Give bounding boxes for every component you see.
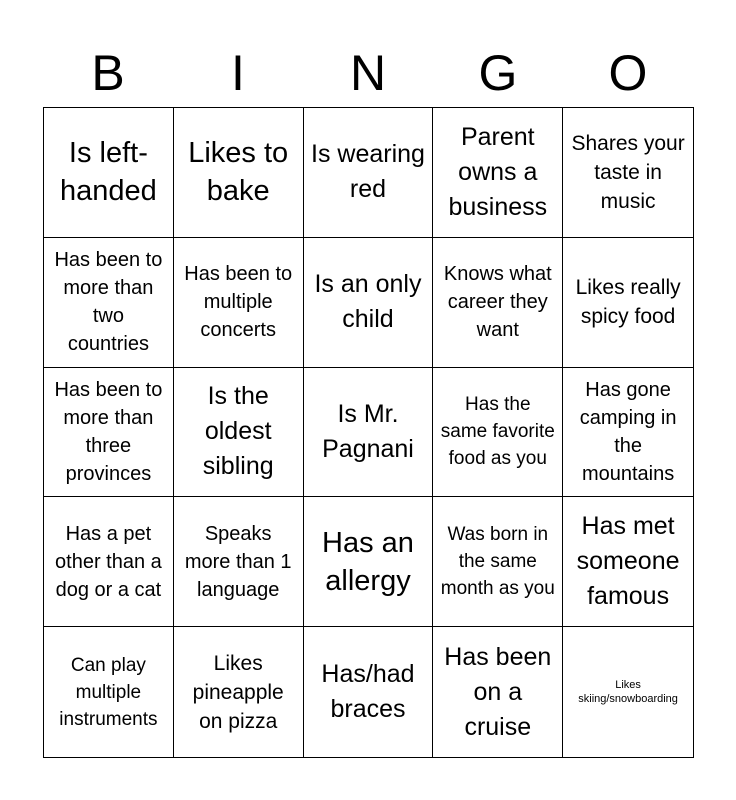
bingo-cell[interactable] bbox=[174, 108, 304, 238]
bingo-cell-text: Is left-handed bbox=[60, 137, 157, 208]
bingo-cell[interactable] bbox=[304, 627, 434, 757]
bingo-cell[interactable] bbox=[563, 238, 693, 368]
bingo-cell[interactable] bbox=[433, 238, 563, 368]
bingo-cell[interactable] bbox=[304, 238, 434, 368]
bingo-cell[interactable] bbox=[174, 627, 304, 757]
bingo-cell-text: Has been to more than three provinces bbox=[54, 378, 163, 485]
bingo-cell-text: Is an only child bbox=[314, 270, 422, 334]
bingo-cell-text: Has met someone famous bbox=[576, 512, 680, 611]
bingo-cell[interactable] bbox=[174, 497, 304, 627]
header-letter-o: O bbox=[608, 45, 648, 101]
header-letter-n: N bbox=[349, 45, 387, 101]
bingo-cell-text: Can play multiple instruments bbox=[59, 654, 158, 730]
bingo-cell-text: Has a pet other than a dog or a cat bbox=[55, 522, 162, 601]
bingo-header bbox=[43, 40, 693, 106]
bingo-cell[interactable] bbox=[563, 368, 693, 498]
bingo-cell[interactable] bbox=[563, 497, 693, 627]
bingo-cell[interactable] bbox=[563, 108, 693, 238]
header-letter-i: I bbox=[231, 45, 245, 101]
bingo-cell[interactable] bbox=[44, 497, 174, 627]
bingo-cell-text: Speaks more than 1 language bbox=[184, 522, 292, 601]
bingo-cell[interactable] bbox=[433, 108, 563, 238]
bingo-cell-text: Has been to more than two countries bbox=[54, 249, 163, 356]
bingo-cell[interactable] bbox=[174, 238, 304, 368]
bingo-cell[interactable] bbox=[563, 627, 693, 757]
bingo-cell[interactable] bbox=[44, 368, 174, 498]
bingo-cell[interactable] bbox=[304, 368, 434, 498]
bingo-cell-text: Likes really spicy food bbox=[575, 276, 681, 329]
header-letter-g: G bbox=[478, 45, 518, 101]
bingo-cell-text: Is Mr. Pagnani bbox=[322, 399, 414, 463]
bingo-cell[interactable] bbox=[304, 108, 434, 238]
bingo-cell[interactable] bbox=[433, 368, 563, 498]
bingo-cell[interactable] bbox=[44, 238, 174, 368]
bingo-cell-text: Parent owns a business bbox=[448, 122, 548, 221]
bingo-cell-text: Has been to multiple concerts bbox=[184, 263, 293, 342]
bingo-cell-text: Is wearing red bbox=[311, 140, 425, 204]
bingo-cell-text: Has gone camping in the mountains bbox=[579, 378, 677, 485]
header-letter-b: B bbox=[91, 45, 125, 101]
bingo-cell[interactable] bbox=[304, 497, 434, 627]
bingo-cell[interactable] bbox=[433, 627, 563, 757]
bingo-cell-text: Shares your taste in music bbox=[571, 131, 685, 213]
bingo-cell-text: Has been on a cruise bbox=[444, 642, 552, 741]
bingo-cell[interactable] bbox=[44, 627, 174, 757]
bingo-cell[interactable] bbox=[433, 497, 563, 627]
bingo-cell-text: Was born in the same month as you bbox=[440, 524, 555, 600]
bingo-cell-text: Has the same favorite food as you bbox=[440, 394, 555, 470]
bingo-cell[interactable] bbox=[174, 368, 304, 498]
bingo-cell-text: Likes pineapple on pizza bbox=[192, 651, 284, 733]
bingo-cell[interactable] bbox=[44, 108, 174, 238]
bingo-cell-text: Has an allergy bbox=[322, 526, 414, 597]
bingo-cell-text: Has/had braces bbox=[321, 660, 415, 724]
bingo-cell-text: Likes to bake bbox=[188, 137, 289, 208]
bingo-cell-text: Likes skiing/snowboarding bbox=[578, 679, 678, 706]
bingo-cell-text: Is the oldest sibling bbox=[202, 382, 274, 481]
bingo-card-grid bbox=[43, 107, 694, 758]
bingo-cell-text: Knows what career they want bbox=[443, 263, 552, 342]
